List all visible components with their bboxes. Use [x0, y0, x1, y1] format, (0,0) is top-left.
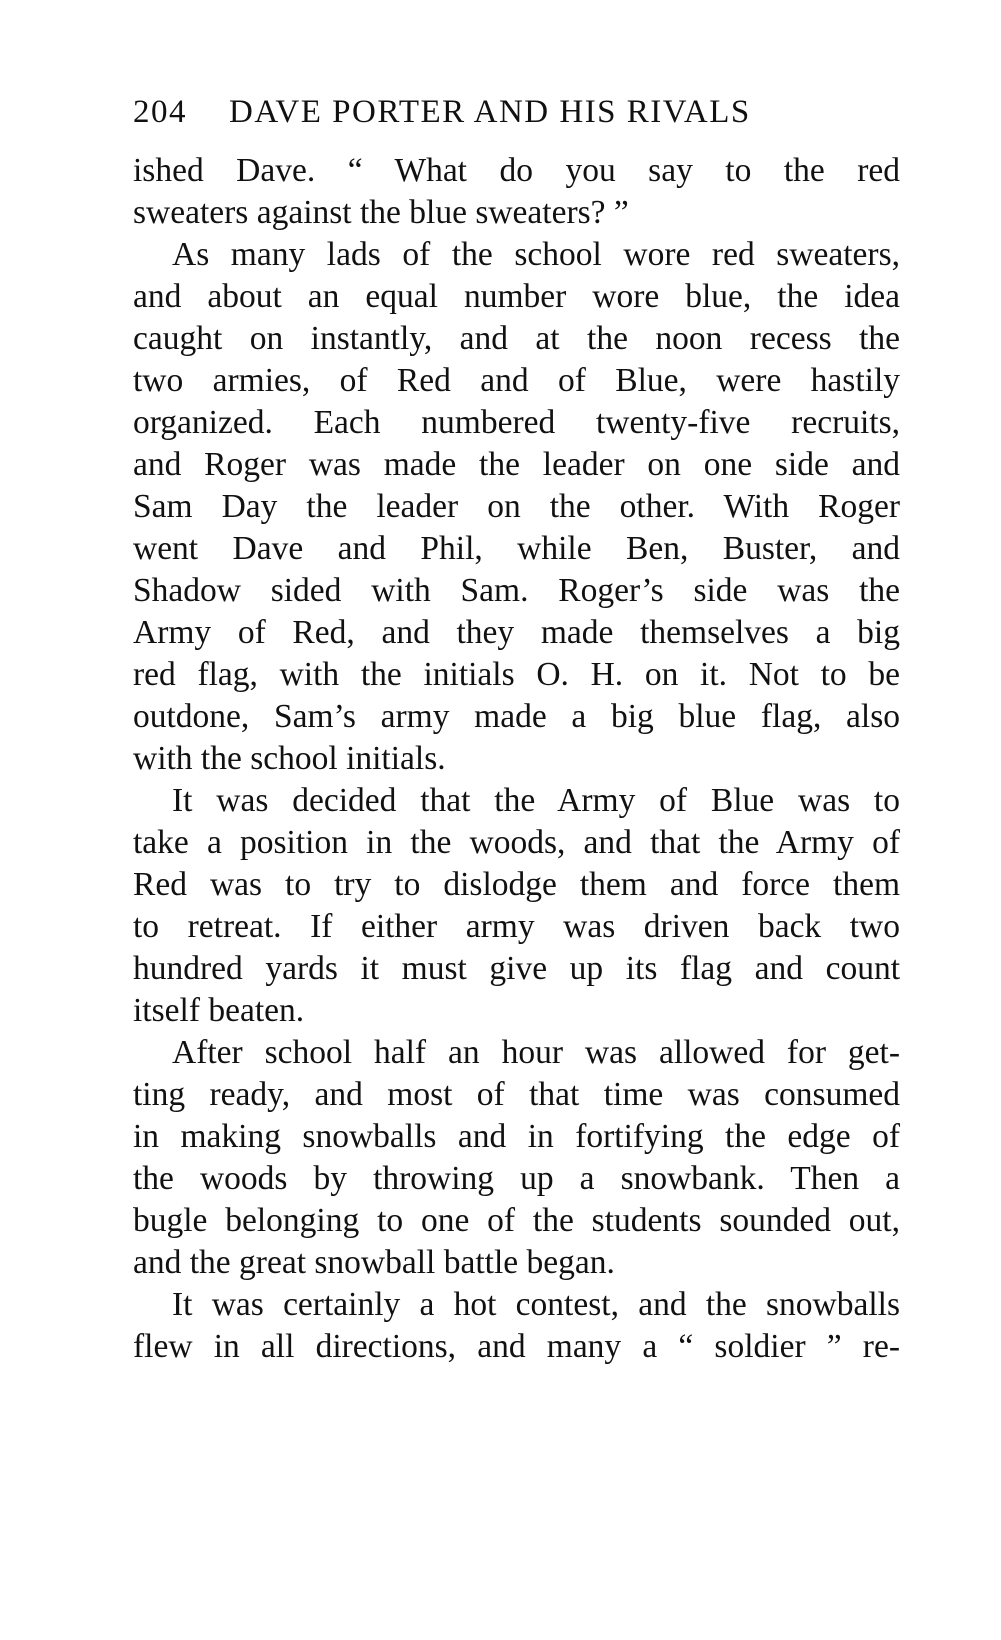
text-line: outdone, Sam’s army made a big blue flag, also — [133, 698, 900, 735]
text-line: to retreat. If either army was driven back two — [133, 908, 900, 945]
text-line: After school half an hour was allowed for get- — [172, 1034, 900, 1071]
text-line: itself beaten. — [133, 992, 305, 1029]
text-line: and the great snowball battle began. — [133, 1244, 615, 1281]
text-line: and Roger was made the leader on one side and — [133, 446, 900, 483]
text-line: Army of Red, and they made themselves a big — [133, 614, 900, 651]
text-line: with the school initials. — [133, 740, 446, 777]
text-line: Sam Day the leader on the other. With Roger — [133, 488, 900, 525]
text-line: red flag, with the initials O. H. on it. Not to be — [133, 656, 900, 693]
text-line: in making snowballs and in fortifying the edge of — [133, 1118, 900, 1155]
text-line: two armies, of Red and of Blue, were hastily — [133, 362, 900, 399]
text-line: ting ready, and most of that time was consumed — [133, 1076, 900, 1113]
text-line: bugle belonging to one of the students sounded out, — [133, 1202, 900, 1239]
running-head — [133, 86, 833, 138]
text-line: Red was to try to dislodge them and force them — [133, 866, 900, 903]
text-line: take a position in the woods, and that the Army of — [133, 824, 900, 861]
text-line: caught on instantly, and at the noon recess the — [133, 320, 900, 357]
text-line: the woods by throwing up a snowbank. Then a — [133, 1160, 900, 1197]
text-line: flew in all directions, and many a “ soldier ” re- — [133, 1328, 900, 1365]
text-line: hundred yards it must give up its flag and count — [133, 950, 900, 987]
text-line: went Dave and Phil, while Ben, Buster, and — [133, 530, 900, 567]
text-line: As many lads of the school wore red sweaters, — [172, 236, 900, 273]
text-line: sweaters against the blue sweaters? ” — [133, 194, 629, 231]
text-line: It was decided that the Army of Blue was to — [172, 782, 900, 819]
text-line: organized. Each numbered twenty-five recruits, — [133, 404, 900, 441]
book-title: DAVE PORTER AND HIS RIVALS — [229, 94, 751, 130]
text-line: Shadow sided with Sam. Roger’s side was the — [133, 572, 900, 609]
text-line: ished Dave. “ What do you say to the red — [133, 152, 900, 189]
page-number: 204 — [133, 94, 187, 130]
text-line: It was certainly a hot contest, and the snowballs — [172, 1286, 900, 1323]
text-line: and about an equal number wore blue, the idea — [133, 278, 900, 315]
